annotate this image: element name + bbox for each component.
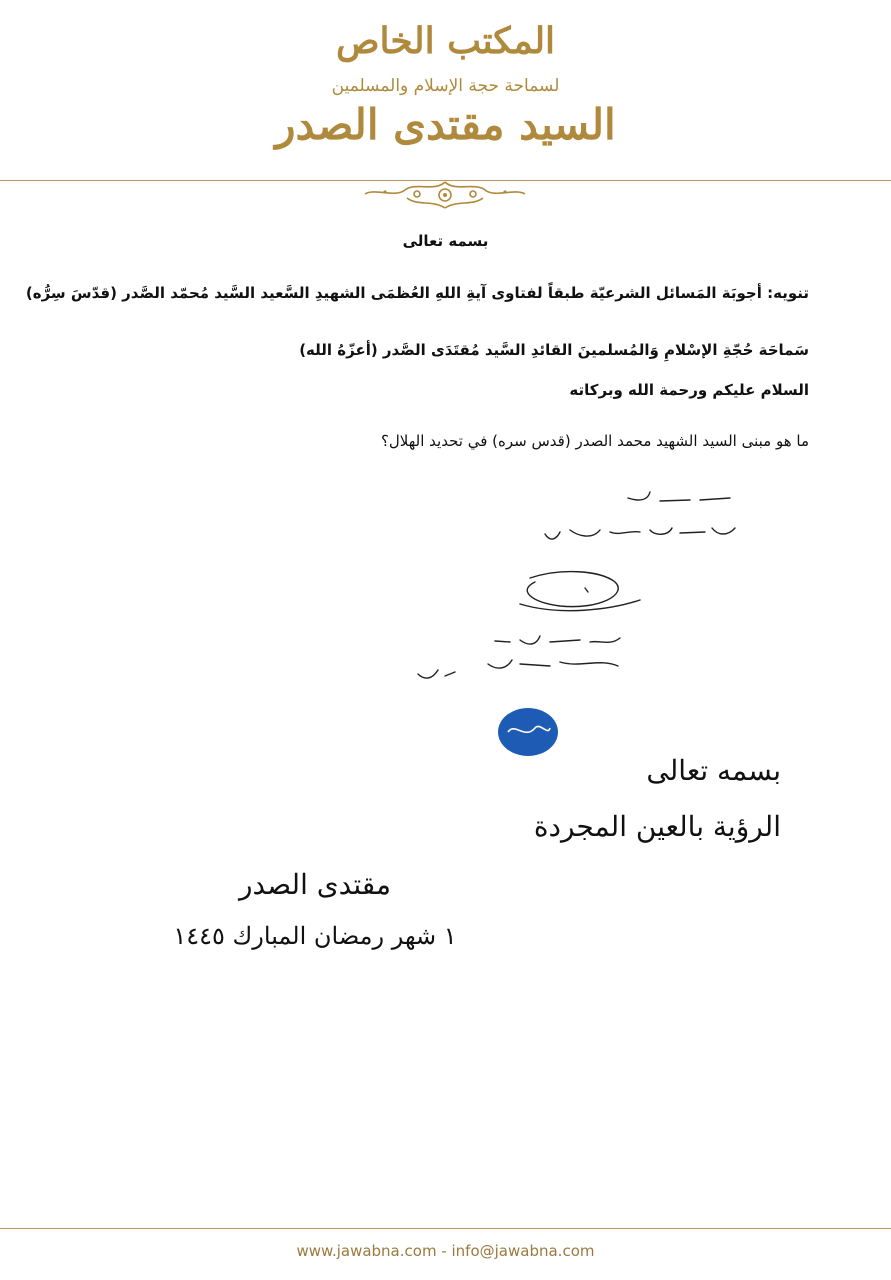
answer-date: ١ شهر رمضان المبارك ١٤٤٥ xyxy=(173,922,457,950)
letterhead-office-title: المكتب الخاص xyxy=(335,20,556,62)
letterhead-name: السيد مقتدى الصدر xyxy=(275,100,616,149)
letterhead-subtitle: لسماحة حجة الإسلام والمسلمين xyxy=(331,76,560,96)
answer-text: الرؤية بالعين المجردة xyxy=(533,810,781,843)
footer-divider xyxy=(0,1228,891,1229)
question-text: ما هو مبنى السيد الشهيد محمد الصدر (قدس سره) في تحديد الهلال؟ xyxy=(380,432,809,450)
signer-name: مقتدى الصدر xyxy=(239,868,391,901)
addressee-title: سَماحَة حُجّةِ الإسْلامِ وَالمُسلمينَ القائدِ السَّيد مُقتَدَى الصَّدر (أعزّهُ الله) xyxy=(299,341,809,359)
handwritten-answer-signature xyxy=(0,470,891,760)
answer-basmala: بسمه تعالى xyxy=(646,754,781,787)
ornament-icon xyxy=(355,178,535,212)
basmala-heading: بسمه تعالى xyxy=(402,232,489,250)
greeting-line: السلام عليكم ورحمة الله وبركاته xyxy=(569,381,809,399)
footer-contact: www.jawabna.com - info@jawabna.com xyxy=(296,1242,595,1260)
letterhead xyxy=(0,0,891,215)
notice-line: تنويه: أجوبَة المَسائل الشرعيّة طبقاً لفتاوى آيةِ اللهِ العُظمَى الشهيدِ السَّعيد السَّيد مُحمّد الصَّدر (قدّسَ سِرُّه) xyxy=(25,284,809,302)
stamp-icon xyxy=(498,708,558,756)
